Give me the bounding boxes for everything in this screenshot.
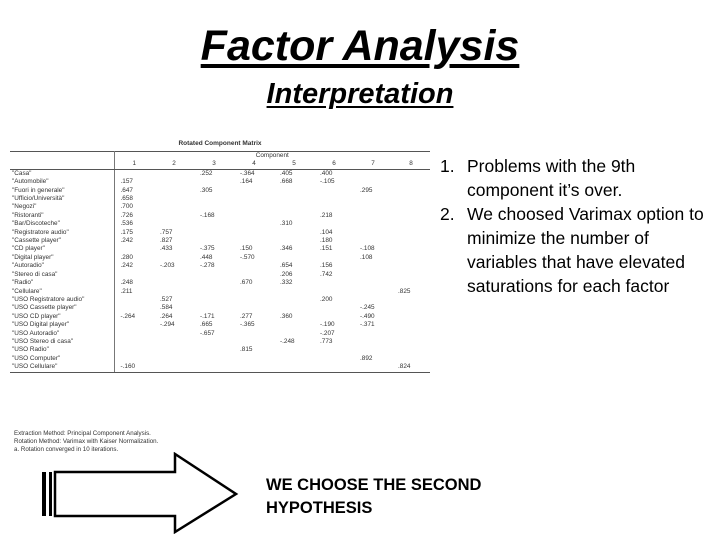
matrix-cell: -.490 xyxy=(360,312,375,320)
matrix-cell xyxy=(354,296,392,304)
matrix-cell xyxy=(154,212,194,220)
matrix-row xyxy=(10,203,430,211)
matrix-cell xyxy=(114,321,154,329)
matrix-footnote: Extraction Method: Principal Component Analysis. xyxy=(14,430,151,437)
matrix-cell xyxy=(154,346,194,354)
matrix-row-label: "Fuori in generale" xyxy=(10,187,114,195)
matrix-cell xyxy=(274,203,314,211)
matrix-row xyxy=(10,296,430,304)
matrix-row-label: "Registratore audio" xyxy=(10,229,114,237)
matrix-cell xyxy=(274,254,314,262)
matrix-cell: -.207 xyxy=(320,329,335,337)
matrix-cell xyxy=(234,338,274,346)
matrix-row-label: "USO Computer" xyxy=(10,355,114,363)
matrix-row xyxy=(10,169,430,178)
matrix-cell xyxy=(354,338,392,346)
matrix-cell xyxy=(274,304,314,312)
matrix-cell: -.160 xyxy=(114,363,154,372)
matrix-cell xyxy=(392,203,430,211)
matrix-row-label: "USO Registratore audio" xyxy=(10,296,114,304)
matrix-cell xyxy=(314,279,354,287)
matrix-row-label: "USO Digital player" xyxy=(10,321,114,329)
matrix-cell xyxy=(274,330,314,338)
matrix-cell xyxy=(114,169,154,178)
matrix-cell xyxy=(354,195,392,203)
matrix-cell xyxy=(392,321,430,329)
matrix-column-header-row xyxy=(10,160,430,169)
matrix-row-label: "Ristoranti" xyxy=(10,212,114,220)
matrix-footnote: Rotation Method: Varimax with Kaiser Normalization. xyxy=(14,438,159,445)
matrix-cell: .248 xyxy=(120,279,133,287)
matrix-cell xyxy=(274,212,314,220)
matrix-cell: -.248 xyxy=(280,337,295,345)
matrix-cell xyxy=(354,203,392,211)
matrix-cell xyxy=(392,212,430,220)
matrix-cell: .726 xyxy=(120,211,133,219)
matrix-column-header: 3 xyxy=(194,160,234,169)
matrix-cell xyxy=(314,254,354,262)
matrix-cell: .360 xyxy=(280,312,293,320)
matrix-cell xyxy=(194,279,234,287)
matrix-cell xyxy=(234,262,274,270)
matrix-cell: .151 xyxy=(320,245,333,253)
matrix-cell xyxy=(234,195,274,203)
matrix-cell xyxy=(194,220,234,228)
matrix-column-header: 8 xyxy=(392,160,430,169)
matrix-cell xyxy=(274,288,314,296)
matrix-cell: .742 xyxy=(320,270,333,278)
matrix-cell xyxy=(274,187,314,195)
matrix-row xyxy=(10,195,430,203)
matrix-cell xyxy=(314,195,354,203)
matrix-row xyxy=(10,355,430,363)
matrix-cell xyxy=(234,229,274,237)
matrix-cell: .104 xyxy=(320,228,333,236)
matrix-cell xyxy=(314,355,354,363)
matrix-cell xyxy=(194,355,234,363)
matrix-cell: .175 xyxy=(120,228,133,236)
matrix-cell xyxy=(274,355,314,363)
matrix-cell xyxy=(154,195,194,203)
matrix-cell: .218 xyxy=(320,211,333,219)
matrix-cell xyxy=(354,279,392,287)
matrix-cell: .206 xyxy=(280,270,293,278)
matrix-row xyxy=(10,346,430,354)
matrix-cell: .157 xyxy=(120,178,133,186)
matrix-row-label: "Cassette player" xyxy=(10,237,114,245)
matrix-cell: .150 xyxy=(240,245,253,253)
matrix-cell xyxy=(154,203,194,211)
matrix-cell xyxy=(114,338,154,346)
matrix-cell xyxy=(234,296,274,304)
matrix-cell xyxy=(114,355,154,363)
matrix-cell: .242 xyxy=(120,237,133,245)
matrix-cell: .433 xyxy=(160,245,173,253)
matrix-cell xyxy=(234,330,274,338)
matrix-cell: -.190 xyxy=(320,321,335,329)
note-marker: 1. xyxy=(440,156,455,176)
matrix-cell xyxy=(194,304,234,312)
matrix-row xyxy=(10,279,430,287)
matrix-cell xyxy=(314,187,354,195)
matrix-row-label: "Bar/Discoteche" xyxy=(10,220,114,228)
matrix-cell xyxy=(194,288,234,296)
matrix-cell: -.105 xyxy=(320,178,335,186)
matrix-cell: .815 xyxy=(240,346,253,354)
matrix-cell xyxy=(274,296,314,304)
matrix-cell xyxy=(274,363,314,372)
matrix-row xyxy=(10,229,430,237)
matrix-cell xyxy=(354,363,392,372)
matrix-cell: .277 xyxy=(240,312,253,320)
matrix-column-header: 5 xyxy=(274,160,314,169)
matrix-cell xyxy=(234,212,274,220)
notes-list xyxy=(440,154,708,298)
matrix-cell xyxy=(274,346,314,354)
matrix-cell xyxy=(194,178,234,186)
matrix-cell xyxy=(354,220,392,228)
matrix-cell xyxy=(314,203,354,211)
matrix-cell xyxy=(194,296,234,304)
matrix-cell xyxy=(314,313,354,321)
matrix-cell xyxy=(354,271,392,279)
matrix-cell: .892 xyxy=(360,354,373,362)
matrix-cell: .264 xyxy=(160,312,173,320)
matrix-cell: .668 xyxy=(280,178,293,186)
matrix-cell: .164 xyxy=(240,178,253,186)
matrix-cell: -.375 xyxy=(200,245,215,253)
matrix-cell xyxy=(354,330,392,338)
matrix-row-label: "Negozi" xyxy=(10,203,114,211)
matrix-row xyxy=(10,245,430,253)
matrix-row-label: "USO Autoradio" xyxy=(10,330,114,338)
matrix-cell xyxy=(154,355,194,363)
matrix-cell: .156 xyxy=(320,262,333,270)
matrix-row xyxy=(10,330,430,338)
matrix-cell: .700 xyxy=(120,203,133,211)
matrix-cell: .448 xyxy=(200,253,213,261)
matrix-cell: .654 xyxy=(280,262,293,270)
matrix-corner-cell xyxy=(10,152,114,161)
matrix-cell xyxy=(154,279,194,287)
matrix-cell: .405 xyxy=(280,169,293,177)
matrix-cell: .827 xyxy=(160,237,173,245)
matrix-footnote: a. Rotation converged in 10 iterations. xyxy=(14,446,119,453)
matrix-cell xyxy=(392,229,430,237)
matrix-cell: -.657 xyxy=(200,329,215,337)
matrix-cell xyxy=(354,229,392,237)
matrix-cell: .200 xyxy=(320,295,333,303)
matrix-row-label: "USO Stereo di casa" xyxy=(10,338,114,346)
matrix-cell xyxy=(194,229,234,237)
matrix-footnotes xyxy=(14,430,430,454)
matrix-cell xyxy=(234,363,274,372)
matrix-cell: .211 xyxy=(120,287,133,295)
matrix-cell: -.264 xyxy=(120,312,136,320)
matrix-cell xyxy=(154,220,194,228)
matrix-cell xyxy=(392,262,430,270)
matrix-cell xyxy=(234,203,274,211)
matrix-cell xyxy=(354,262,392,270)
matrix-cell xyxy=(314,346,354,354)
matrix-row-label: "Autoradio" xyxy=(10,262,114,270)
matrix-cell xyxy=(194,195,234,203)
matrix-cell xyxy=(354,346,392,354)
matrix-cell: .824 xyxy=(392,363,430,372)
matrix-cell: .305 xyxy=(200,186,213,194)
matrix-cell: .670 xyxy=(240,279,253,287)
matrix-cell xyxy=(392,346,430,354)
matrix-row-label: "Stereo di casa" xyxy=(10,271,114,279)
matrix-row xyxy=(10,313,430,321)
matrix-cell xyxy=(392,169,430,178)
matrix-cell: .346 xyxy=(280,245,293,253)
matrix-cell xyxy=(114,304,154,312)
matrix-cell: -.168 xyxy=(200,211,215,219)
matrix-cell xyxy=(194,346,234,354)
matrix-row xyxy=(10,363,430,372)
matrix-row xyxy=(10,271,430,279)
matrix-cell: .310 xyxy=(280,220,293,228)
matrix-cell: .400 xyxy=(320,169,333,177)
matrix-cell xyxy=(234,304,274,312)
matrix-cell xyxy=(392,313,430,321)
matrix-row xyxy=(10,212,430,220)
matrix-cell xyxy=(392,271,430,279)
matrix-cell: -.278 xyxy=(200,262,215,270)
matrix-cell xyxy=(354,237,392,245)
matrix-column-header: 1 xyxy=(114,160,154,169)
note-item xyxy=(440,154,708,202)
matrix-body xyxy=(10,169,430,372)
matrix-cell xyxy=(194,363,234,372)
matrix-corner-cell xyxy=(10,160,114,169)
matrix-row-label: "Digital player" xyxy=(10,254,114,262)
matrix-cell xyxy=(392,330,430,338)
matrix-cell xyxy=(234,220,274,228)
matrix-row-label: "Automobile" xyxy=(10,178,114,186)
matrix-cell: -.294 xyxy=(160,321,175,329)
matrix-cell: .757 xyxy=(160,228,173,236)
matrix-cell: -.570 xyxy=(240,253,255,261)
matrix-cell xyxy=(314,363,354,372)
matrix-cell xyxy=(392,296,430,304)
matrix-row xyxy=(10,220,430,228)
matrix-row-label: "USO Radio" xyxy=(10,346,114,354)
matrix-cell xyxy=(392,338,430,346)
matrix-row xyxy=(10,338,430,346)
matrix-cell xyxy=(154,169,194,178)
matrix-cell xyxy=(234,237,274,245)
matrix-row xyxy=(10,321,430,329)
matrix-cell: .527 xyxy=(160,295,173,303)
matrix-cell xyxy=(154,338,194,346)
matrix-cell xyxy=(274,195,314,203)
matrix-table xyxy=(10,151,430,373)
matrix-cell xyxy=(114,245,154,253)
matrix-cell: -.245 xyxy=(360,304,375,312)
matrix-cell: -.364 xyxy=(240,169,255,177)
matrix-row-label: "Casa" xyxy=(10,169,114,178)
matrix-cell xyxy=(234,187,274,195)
matrix-column-header: 4 xyxy=(234,160,274,169)
matrix-cell xyxy=(234,355,274,363)
matrix-cell xyxy=(392,279,430,287)
matrix-cell xyxy=(154,254,194,262)
matrix-cell xyxy=(114,271,154,279)
matrix-cell xyxy=(274,321,314,329)
matrix-cell xyxy=(314,304,354,312)
matrix-title: Rotated Component Matrix xyxy=(178,140,262,147)
matrix-cell xyxy=(154,288,194,296)
matrix-row-label: "USO Cellulare" xyxy=(10,363,114,372)
matrix-cell: .252 xyxy=(200,169,213,177)
matrix-cell xyxy=(392,304,430,312)
matrix-cell: .825 xyxy=(398,287,411,295)
matrix-cell xyxy=(194,338,234,346)
matrix-cell: .180 xyxy=(320,237,333,245)
matrix-cell: .773 xyxy=(320,337,333,345)
matrix-cell: .332 xyxy=(280,279,293,287)
slide-title: Factor Analysis xyxy=(200,22,520,70)
matrix-cell: .280 xyxy=(120,253,133,261)
matrix-row-label: "Cellulare" xyxy=(10,288,114,296)
matrix-cell: .242 xyxy=(120,262,133,270)
matrix-cell xyxy=(114,330,154,338)
note-marker: 2. xyxy=(440,204,455,224)
matrix-cell: .295 xyxy=(360,186,373,194)
matrix-row-label: "Radio" xyxy=(10,279,114,287)
matrix-cell xyxy=(234,271,274,279)
matrix-row-label: "USO Cassette player" xyxy=(10,304,114,312)
matrix-cell xyxy=(354,178,392,186)
matrix-row xyxy=(10,237,430,245)
matrix-cell xyxy=(392,220,430,228)
matrix-cell xyxy=(314,220,354,228)
matrix-cell: .108 xyxy=(360,253,373,261)
matrix-cell xyxy=(154,330,194,338)
matrix-cell: -.171 xyxy=(200,312,215,320)
matrix-cell: -.371 xyxy=(360,321,375,329)
matrix-row-label: "Ufficio/Università" xyxy=(10,195,114,203)
matrix-row xyxy=(10,288,430,296)
matrix-cell xyxy=(234,288,274,296)
matrix-cell xyxy=(314,288,354,296)
matrix-cell xyxy=(194,237,234,245)
matrix-cell xyxy=(392,254,430,262)
note-text: We choosed Varimax option to minimize the number of variables that have elevated saturations for each factor xyxy=(467,204,704,296)
matrix-row-label: "CD player" xyxy=(10,245,114,253)
right-arrow-icon xyxy=(40,452,240,534)
matrix-column-header: 2 xyxy=(154,160,194,169)
matrix-cell xyxy=(194,271,234,279)
note-item xyxy=(440,202,708,298)
matrix-cell: .584 xyxy=(160,304,173,312)
matrix-column-header: 7 xyxy=(354,160,392,169)
matrix-cell: .536 xyxy=(120,220,133,228)
matrix-cell xyxy=(392,237,430,245)
matrix-cell: -.108 xyxy=(360,245,375,253)
matrix-cell: .647 xyxy=(120,186,133,194)
matrix-cell: -.365 xyxy=(240,321,255,329)
matrix-cell xyxy=(114,296,154,304)
matrix-column-header: 6 xyxy=(314,160,354,169)
matrix-cell: -.203 xyxy=(160,262,175,270)
slide-subtitle: Interpretation xyxy=(266,78,454,110)
matrix-row xyxy=(10,187,430,195)
matrix-cell: .665 xyxy=(200,321,213,329)
matrix-cell xyxy=(392,178,430,186)
matrix-cell xyxy=(392,195,430,203)
rotated-component-matrix xyxy=(10,140,430,455)
matrix-row xyxy=(10,254,430,262)
matrix-cell xyxy=(154,187,194,195)
matrix-row-label: "USO CD player" xyxy=(10,313,114,321)
matrix-cell xyxy=(114,346,154,354)
matrix-cell xyxy=(354,169,392,178)
conclusion-text: WE CHOOSE THE SECOND HYPOTHESIS xyxy=(266,476,482,517)
matrix-cell xyxy=(194,203,234,211)
matrix-cell xyxy=(354,212,392,220)
matrix-cell xyxy=(274,229,314,237)
matrix-group-header: Component xyxy=(114,152,430,161)
matrix-cell xyxy=(154,178,194,186)
matrix-cell xyxy=(392,245,430,253)
matrix-row xyxy=(10,178,430,186)
note-text: Problems with the 9th component it’s over. xyxy=(467,156,636,200)
matrix-row xyxy=(10,262,430,270)
matrix-cell xyxy=(274,237,314,245)
matrix-cell xyxy=(154,271,194,279)
matrix-cell xyxy=(354,288,392,296)
matrix-cell xyxy=(154,363,194,372)
matrix-cell xyxy=(392,187,430,195)
matrix-cell: .658 xyxy=(120,195,133,203)
matrix-row xyxy=(10,304,430,312)
matrix-cell xyxy=(392,355,430,363)
